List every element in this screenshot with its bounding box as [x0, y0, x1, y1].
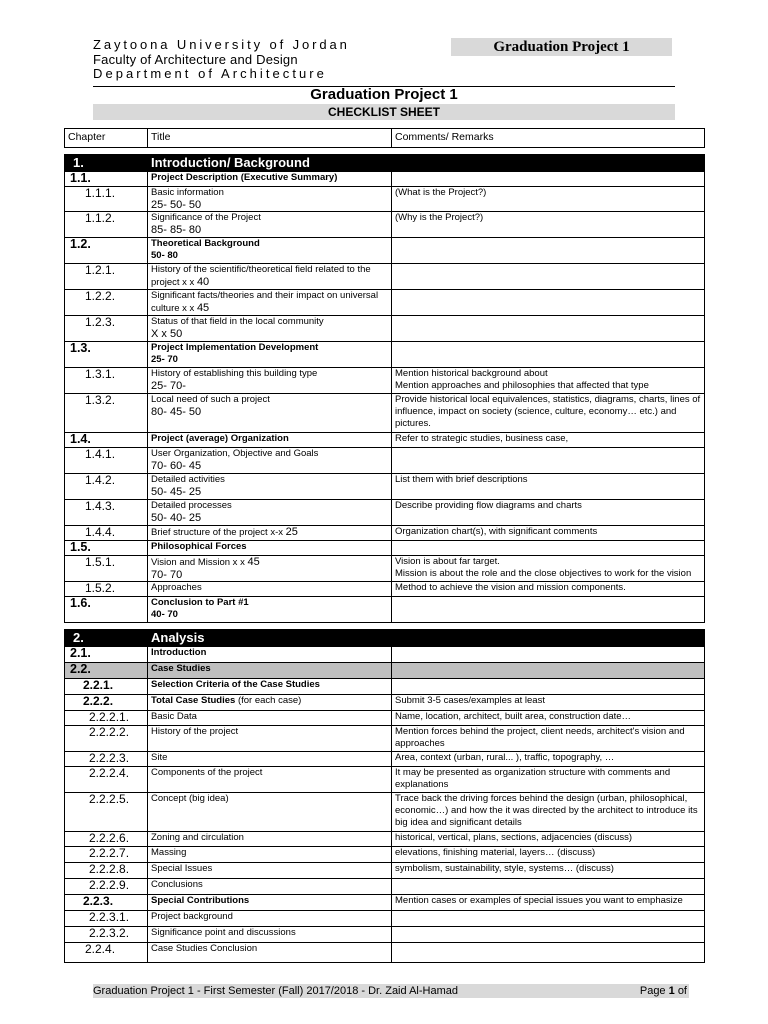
row-title: Project Description (Executive Summary)	[148, 172, 392, 187]
column-header-title: Title	[148, 129, 392, 148]
table-row	[65, 911, 705, 927]
row-number: 1.2.2.	[65, 290, 148, 316]
table-row	[65, 187, 705, 212]
page-footer	[93, 984, 689, 998]
table-row	[65, 290, 705, 316]
row-number: 1.4.4.	[65, 526, 148, 541]
row-title-text: Basic information	[151, 187, 224, 198]
row-number: 2.2.2.	[65, 695, 148, 711]
column-header-comments: Comments/ Remarks	[392, 129, 705, 148]
page-number	[640, 984, 687, 998]
row-number: 1.1.1.	[65, 187, 148, 212]
header-course-box: Graduation Project 1	[451, 38, 672, 56]
table-row	[65, 238, 705, 264]
table-row	[65, 863, 705, 879]
row-comment	[392, 911, 705, 927]
row-comment: symbolism, sustainability, style, systems… (discuss)	[392, 863, 705, 879]
document-subtitle: CHECKLIST SHEET	[93, 104, 675, 120]
section-row	[65, 630, 705, 647]
row-comment-line: Vision is about far target.	[395, 556, 500, 567]
faculty-name: Faculty of Architecture and Design	[93, 51, 298, 67]
row-title: Project (average) Organization	[148, 433, 392, 448]
row-number: 1.4.1.	[65, 448, 148, 474]
row-title: Concept (big idea)	[148, 793, 392, 832]
table-row	[65, 927, 705, 943]
row-number: 2.2.2.7.	[65, 847, 148, 863]
row-number: 1.4.3.	[65, 500, 148, 526]
row-title	[148, 474, 392, 500]
row-title: Basic Data	[148, 711, 392, 726]
row-title-text: Significant facts/theories and their impact on universal culture x x	[151, 290, 379, 314]
row-comment	[392, 663, 705, 679]
table-row	[65, 316, 705, 342]
row-comment	[392, 290, 705, 316]
row-comment	[392, 541, 705, 556]
table-row	[65, 726, 705, 752]
row-title: Massing	[148, 847, 392, 863]
row-comment	[392, 879, 705, 895]
row-number: 2.2.3.1.	[65, 911, 148, 927]
page-label: Page	[639, 985, 666, 997]
table-row	[65, 433, 705, 448]
table-row	[65, 752, 705, 767]
spacer-row	[65, 623, 705, 630]
row-comment: (What is the Project?)	[392, 187, 705, 212]
row-comment	[392, 597, 705, 623]
row-comment	[392, 448, 705, 474]
row-title	[148, 212, 392, 238]
page-of: of	[677, 985, 687, 997]
row-comment: List them with brief descriptions	[392, 474, 705, 500]
row-title: Case Studies Conclusion	[148, 943, 392, 963]
row-number: 2.2.3.	[65, 895, 148, 911]
row-title	[148, 556, 392, 582]
department-name: Department of Architecture	[93, 66, 327, 81]
row-comment-line: Mission is about the role and the close objectives to work for the vision	[395, 568, 692, 579]
table-row	[65, 368, 705, 394]
row-title: Selection Criteria of the Case Studies	[148, 679, 392, 695]
row-number: 1.5.	[65, 541, 148, 556]
table-row	[65, 526, 705, 541]
section-title: Introduction/ Background	[148, 155, 392, 172]
row-number: 2.2.2.2.	[65, 726, 148, 752]
row-title	[148, 238, 392, 264]
table-row	[65, 663, 705, 679]
row-score: 80- 45- 50	[151, 406, 202, 418]
row-score: 25- 70-	[151, 380, 186, 392]
row-score: 25- 50- 50	[151, 199, 202, 211]
table-row	[65, 847, 705, 863]
row-comment: Provide historical local equivalences, statistics, diagrams, charts, lines of influence, impact on society (science, culture, economy… etc.) and pictures.	[392, 394, 705, 433]
row-number: 1.2.	[65, 238, 148, 264]
row-title	[148, 290, 392, 316]
table-row	[65, 767, 705, 793]
row-title-suffix: (for each case)	[237, 695, 302, 706]
row-title-text: Local need of such a project	[151, 394, 270, 405]
table-row	[65, 541, 705, 556]
row-number: 2.2.2.4.	[65, 767, 148, 793]
row-comment	[392, 647, 705, 663]
row-number: 1.4.2.	[65, 474, 148, 500]
section-number: 1.	[65, 155, 148, 172]
row-number: 2.2.4.	[65, 943, 148, 963]
row-score: 85- 85- 80	[151, 224, 202, 236]
row-number: 2.2.2.1.	[65, 711, 148, 726]
row-number: 2.2.3.2.	[65, 927, 148, 943]
row-title: Special Contributions	[148, 895, 392, 911]
row-title-text: Project Implementation Development	[151, 342, 319, 353]
row-number: 2.2.2.3.	[65, 752, 148, 767]
section-row	[65, 155, 705, 172]
row-title: Site	[148, 752, 392, 767]
row-comment: (Why is the Project?)	[392, 212, 705, 238]
row-number: 2.2.1.	[65, 679, 148, 695]
row-number: 1.4.	[65, 433, 148, 448]
row-comment-line: Mention historical background about	[395, 368, 548, 379]
row-number: 2.1.	[65, 647, 148, 663]
footer-text: Graduation Project 1 - First Semester (Fall) 2017/2018 - Dr. Zaid Al-Hamad	[93, 985, 458, 997]
table-row	[65, 394, 705, 433]
row-number: 1.2.1.	[65, 264, 148, 290]
row-comment: Organization chart(s), with significant comments	[392, 526, 705, 541]
row-number: 2.2.2.9.	[65, 879, 148, 895]
row-number: 1.1.	[65, 172, 148, 187]
row-number: 2.2.	[65, 663, 148, 679]
row-title	[148, 597, 392, 623]
table-row	[65, 597, 705, 623]
table-row	[65, 172, 705, 187]
row-comment	[392, 943, 705, 963]
row-number: 2.2.2.8.	[65, 863, 148, 879]
row-title-text: Theoretical Background	[151, 238, 260, 249]
row-score: 40	[196, 276, 210, 288]
row-title-text: User Organization, Objective and Goals	[151, 448, 319, 459]
row-number: 1.3.2.	[65, 394, 148, 433]
row-number: 2.2.2.5.	[65, 793, 148, 832]
row-title	[148, 448, 392, 474]
row-score: 45	[247, 556, 260, 568]
row-comment	[392, 368, 705, 394]
table-row	[65, 647, 705, 663]
row-comment	[392, 238, 705, 264]
table-row	[65, 500, 705, 526]
row-number: 2.2.2.6.	[65, 832, 148, 847]
row-number: 1.3.	[65, 342, 148, 368]
row-title-text: Significance of the Project	[151, 212, 261, 223]
row-comment: Area, context (urban, rural... ), traffic, topography, …	[392, 752, 705, 767]
row-title: Philosophical Forces	[148, 541, 392, 556]
row-comment: It may be presented as organization structure with comments and explanations	[392, 767, 705, 793]
row-comment: Submit 3-5 cases/examples at least	[392, 695, 705, 711]
row-title	[148, 526, 392, 541]
row-title: Case Studies	[148, 663, 392, 679]
row-score: 50- 80	[151, 250, 178, 261]
table-row	[65, 832, 705, 847]
row-comment: Method to achieve the vision and mission components.	[392, 582, 705, 597]
row-comment: Name, location, architect, built area, construction date…	[392, 711, 705, 726]
row-title: Project background	[148, 911, 392, 927]
table-row	[65, 695, 705, 711]
table-row	[65, 264, 705, 290]
row-title: Introduction	[148, 647, 392, 663]
row-title: Conclusions	[148, 879, 392, 895]
row-title-text: Total Case Studies	[151, 695, 236, 706]
university-name: Zaytoona University of Jordan	[93, 37, 350, 52]
row-comment	[392, 556, 705, 582]
table-row	[65, 556, 705, 582]
section-number: 2.	[65, 630, 148, 647]
row-title: History of the project	[148, 726, 392, 752]
row-number: 1.3.1.	[65, 368, 148, 394]
row-title	[148, 342, 392, 368]
row-score: 70- 60- 45	[151, 460, 202, 472]
row-title	[148, 368, 392, 394]
row-title: Components of the project	[148, 767, 392, 793]
table-row	[65, 711, 705, 726]
row-number: 1.6.	[65, 597, 148, 623]
row-comment	[392, 264, 705, 290]
table-row	[65, 212, 705, 238]
table-header-row	[65, 129, 705, 148]
row-title-text: History of establishing this building type	[151, 368, 318, 379]
row-title-text: Status of that field in the local community	[151, 316, 324, 327]
row-comment	[392, 316, 705, 342]
row-score: 45	[196, 302, 210, 314]
row-score: 40- 70	[151, 609, 178, 620]
row-score: X x 50	[151, 328, 183, 340]
institution-header	[93, 38, 350, 82]
row-title: Significance point and discussions	[148, 927, 392, 943]
spacer-row	[65, 148, 705, 155]
row-score: 50- 45- 25	[151, 486, 202, 498]
row-comment: Describe providing flow diagrams and charts	[392, 500, 705, 526]
table-row	[65, 474, 705, 500]
row-title: Special Issues	[148, 863, 392, 879]
page-num: 1	[668, 985, 675, 997]
checklist-table	[64, 128, 705, 963]
row-title-text: History of the scientific/theoretical field related to the project x x	[151, 264, 371, 288]
row-comment	[392, 172, 705, 187]
document-title: Graduation Project 1	[310, 86, 458, 103]
row-title-text: Brief structure of the project x-x	[151, 527, 283, 538]
row-number: 1.5.1.	[65, 556, 148, 582]
table-row	[65, 793, 705, 832]
row-title-text: Conclusion to Part #1	[151, 597, 249, 608]
column-header-chapter: Chapter	[65, 129, 148, 148]
row-title	[148, 264, 392, 290]
table-row	[65, 679, 705, 695]
table-row	[65, 582, 705, 597]
row-comment: historical, vertical, plans, sections, adjacencies (discuss)	[392, 832, 705, 847]
row-comment-line: Mention approaches and philosophies that affected that type	[395, 380, 649, 391]
row-title: Zoning and circulation	[148, 832, 392, 847]
table-row	[65, 342, 705, 368]
row-number: 1.2.3.	[65, 316, 148, 342]
row-title	[148, 394, 392, 433]
table-row	[65, 895, 705, 911]
row-score: 70- 70	[151, 569, 183, 581]
row-title	[148, 316, 392, 342]
table-row	[65, 943, 705, 963]
row-number: 1.1.2.	[65, 212, 148, 238]
row-comment	[392, 342, 705, 368]
table-row	[65, 879, 705, 895]
row-title-text: Vision and Mission x x	[151, 557, 245, 568]
row-title	[148, 695, 392, 711]
row-title: Approaches	[148, 582, 392, 597]
row-comment: Refer to strategic studies, business case,	[392, 433, 705, 448]
row-comment: elevations, finishing material, layers… (discuss)	[392, 847, 705, 863]
row-score: 25	[285, 526, 298, 538]
table-row	[65, 448, 705, 474]
row-title-text: Detailed processes	[151, 500, 232, 511]
row-comment: Mention forces behind the project, client needs, architect's vision and approaches	[392, 726, 705, 752]
row-title-text: Detailed activities	[151, 474, 225, 485]
row-title	[148, 187, 392, 212]
row-title	[148, 500, 392, 526]
row-comment	[392, 679, 705, 695]
row-comment	[392, 927, 705, 943]
row-comment: Trace back the driving forces behind the design (urban, philosophical, economic…) and how the it was directed by the architect to introduce its big idea and significant details	[392, 793, 705, 832]
section-title: Analysis	[148, 630, 392, 647]
row-comment: Mention cases or examples of special issues you want to emphasize	[392, 895, 705, 911]
row-score: 25- 70	[151, 354, 178, 365]
row-score: 50- 40- 25	[151, 512, 202, 524]
row-number: 1.5.2.	[65, 582, 148, 597]
